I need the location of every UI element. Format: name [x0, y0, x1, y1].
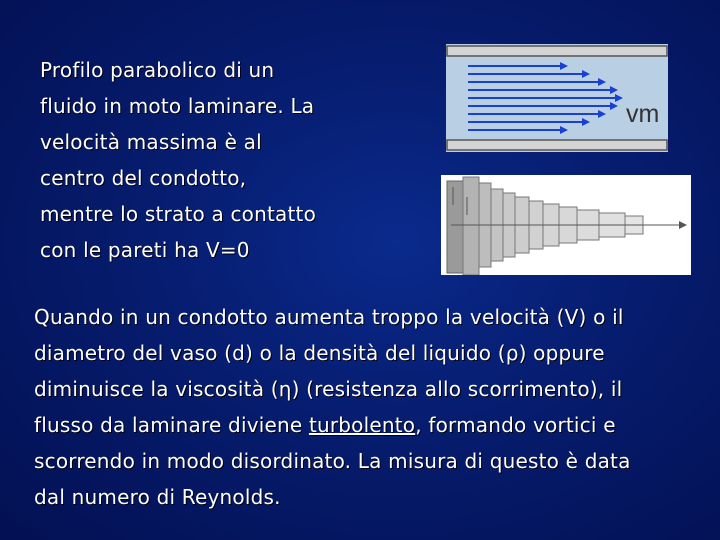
intro-line: fluido in moto laminare. La	[40, 94, 315, 118]
intro-line: con le pareti ha V=0	[40, 238, 250, 262]
intro-line: velocità massima è al	[40, 130, 262, 154]
turbolento-link[interactable]: turbolento	[308, 413, 416, 437]
body-line	[34, 407, 704, 443]
body-line: dal numero di Reynolds.	[34, 485, 281, 509]
body-line: diametro del vaso (d) o la densità del liquido (ρ) oppure	[34, 341, 605, 365]
laminar-pipe-diagram	[446, 44, 668, 152]
body-line: Quando in un condotto aumenta troppo la velocità (V) o il	[34, 305, 624, 329]
body-line: diminuisce la viscosità (η) (resistenza allo scorrimento), il	[34, 377, 623, 401]
intro-line: mentre lo strato a contatto	[40, 202, 317, 226]
intro-paragraph	[40, 52, 380, 268]
vm-label: vm	[626, 100, 660, 128]
velocity-profile-cone-diagram	[441, 175, 691, 275]
intro-line: Profilo parabolico di un	[40, 58, 275, 82]
body-paragraph	[34, 299, 704, 515]
intro-line: centro del condotto,	[40, 166, 247, 190]
body-text-segment: , formando vortici e	[415, 413, 616, 437]
body-line: scorrendo in modo disordinato. La misura di questo è data	[34, 449, 631, 473]
body-text-segment: flusso da laminare diviene	[34, 413, 309, 437]
